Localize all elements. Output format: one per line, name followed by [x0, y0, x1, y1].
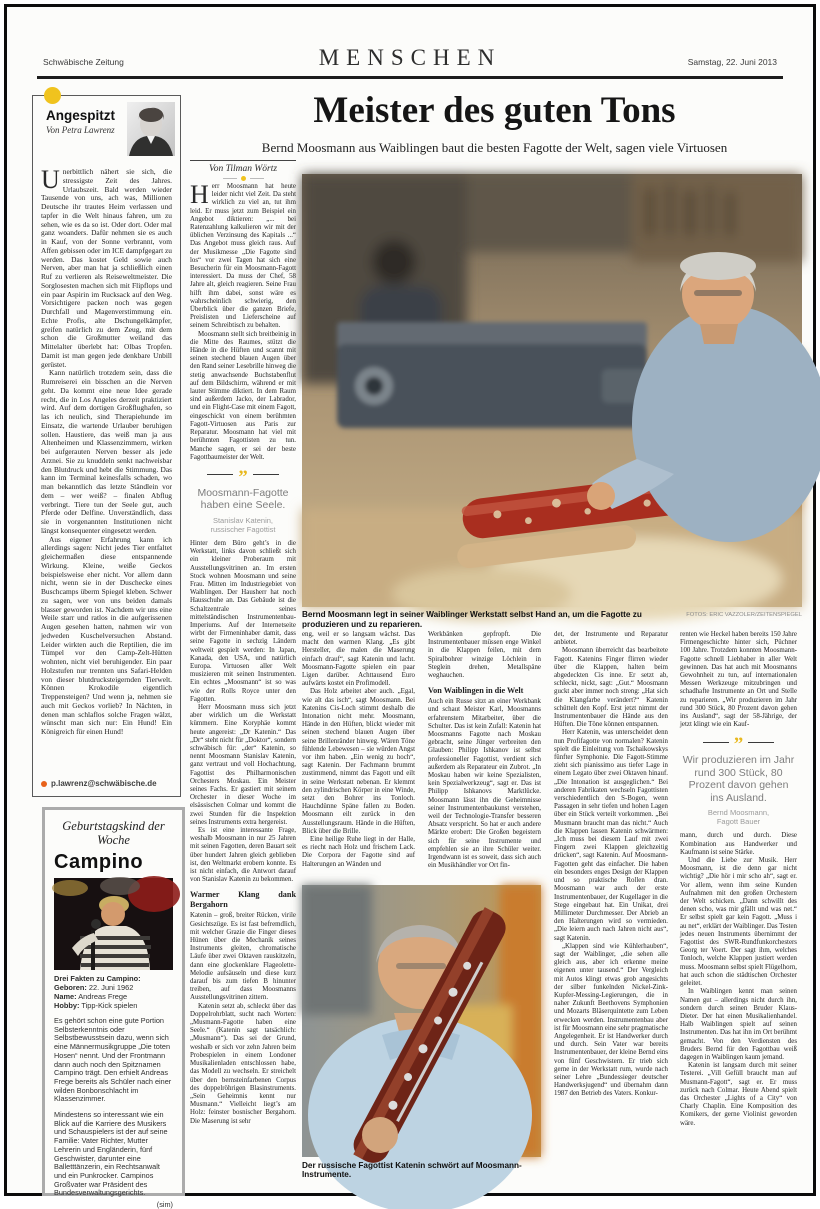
main-photo-caption: FOTOS: ERIC VAZZOLER/ZEITENSPIEGEL Bernd Moosmann legt in seiner Waiblinger Werkstatt selbst Hand an, um die Fagotte zu produzieren und zu reparieren. — [302, 610, 802, 629]
paper-name: Schwäbische Zeitung — [43, 57, 124, 67]
author-sig: (sim) — [156, 1200, 173, 1209]
article-paragraph: Und die Liebe zur Musik. Herr Moosmann, ist die denn gar nicht wichtig? „Die hör i mir scho ah“, sagt er. Vor allem, wenn ihm seine Kunden Aufnahmen mit den großen Orchestern der Welt schicken. „Dann schwillt des denen scho, was mir gfällt und was net.“ Er selbst spielt gar kein Fagott. „Muss i au net“, erklärt der Waiblinger. Das Testen jedes neuen Instruments übernimmt der Fagottist des SWR-Rundfunkorchesters Georg ter Voert. Der sagt ihm, welches Tonloch, welche Klappen justiert werden muss. Moosmann selbst spielt Flügelhorn, hat auch schon die städtischen Orchester geleitet. — [680, 857, 797, 988]
article-paragraph: Moosmann überreicht das bearbeitete Fagott. Katenins Finger flirren wieder über die Klappen, halten beim abgedeckten Cis inne. Er setzt ab, schleckt, nickt, sagt: „Gut.“ Moosmann guckt aber immer noch streng: „Hat sich die Klangfarbe verändert?“ Katenin schüttelt den Kopf. Erst jetzt nimmt der Instrumentenbauer die Hände aus den Hüften. Die Töne können entspannen. — [554, 647, 668, 729]
page-frame — [4, 4, 816, 1209]
article-paragraph: Katenin setzt ab, schleckt über das Doppelrohrblatt, sucht nach Worten: „Musmann-Fagotte haben eine Seele.“ (Katenin sagt tatsächlich: „Musmann“). Das sei der Grund, weshalb er sich vor zehn Jahren beim Probespielen in einem Londoner Musikalienladen entschlossen habe, das Modell zu wechseln. Er streichelt über den bernsteinfarbenen Corpus des doppelröhrigen Blasinstruments. „Sein Geheimnis kennt nur Musmann.“ Vielleicht liegt’s am Holz: feinster bosnischer Bergahorn. Die Maserung ist sehr — [190, 1002, 296, 1125]
article-paragraph: Das Holz arbeitet aber auch. „Egal, wie alt das isch“, sagt Moosmann. Bei Katenins Cis-Loch stimmt deshalb die Intonation nicht mehr. Moosmann, Hände in den Hüften, blickt wieder mit seinen stechend blauen Augen über seine Brillenränder hinweg. Wären Töne fühlende Lebewesen – sie würden Angst vor ihm haben. „Ein wenig zu hoch“, sagt Katenin. Der Fachmann brummt zustimmend, nimmt das Fagott und eilt in seine Werkstatt nebenan. Er klemmt den zylindrischen Körper in eine Winde, setzt den Bohrer ins Tonloch. Hauchdünne Späne fallen zu Boden. Moosmann eilt zurück in den Ausstellungsraum. Hände in die Hüften, Blick über die Brille. — [302, 688, 415, 835]
pullquote-attribution-name: Bernd Moosmann, — [707, 808, 770, 818]
article-paragraph: mann, durch und durch. Diese Kombination aus Handwerker und Kaufmann ist seine Stärke. — [680, 832, 797, 856]
pullquote-produktion — [681, 736, 796, 826]
article-paragraph: „Klappen sind wie Kühlerhauben“, sagt der Waiblinger, „die sehen alle gleich aus, aber ich erkenne meine eigenen unter tausend.“ Der Vergleich mit Autos klingt etwas grob angesichts der silber funkelnden Nickel-Zink-Kupfer-Messing-Legierungen, die in naher Zukunft Beethovens Symphonien und Mozarts Bläserquintette zum Leben erwecken werden. Instrumentenbau aber ist für Moosmann eine sehr pragmatische Angelegenheit. Er ist Handwerker durch und durch. Sein Vater war bereits Instrumentenbauer, der kleine Bernd eins von fünf Geschwistern. Er trieb sich gerne in der Werkstatt rum, wurde nach seiner Lehre „Bundessieger deutscher Handwerksjugend“ und übernahm dann 1987 den Betrieb des Vaters. Konkur- — [554, 942, 668, 1098]
angespitzt-title: Angespitzt — [46, 108, 115, 123]
article-paragraph: Herr Katenin, was unterscheidet denn nun Profifagotte von normalen? Katenin spielt die Einleitung von Tschaikowskys fünfter Symphonie. Die Fagott-Stimme zieht sich pianissimo aus tiefer Lage in einem Legato über zwei Oktaven hinauf. „Die Intonation ist ausgeglichen.“ Bei anderen Fabrikaten wechseln Fagottisten verschiedentlich den S-Bogen, wenn Passagen in sehr tiefen und hohen Lagen über ein Stück verteilt vorkommen. „Bei Musmann braucht man das nicht.“ Auch die Klappen lassen Katenin schwärmen: „Ich muss bei diesem Lauf mit zwei Fingern zwei Klappen gleichzeitig drücken“, sagt Katenin. Auf Moosmann-Fagotten geht das einfacher. Die haben ein besonders enges Design der Klappen und so praktische Rollen dran. Moosmann war auch der erste Instrumentenbauer, der Kugellager in die Stege eingebaut hat. Ein Unikat, drei Millimeter Durchmesser. Der Abrieb an den Halterungen wird so vermieden. „Die leiern auch nach Jahren nicht aus“, sagt Katenin. — [554, 729, 668, 942]
pullquote-attribution-role: russischer Fagottist — [210, 524, 276, 534]
issue-date: Samstag, 22. Juni 2013 — [687, 57, 777, 67]
byline-dash — [223, 178, 237, 179]
fact-row: Name: Andreas Frege — [54, 992, 128, 1001]
angespitzt-paragraph: Kann natürlich trotzdem sein, dass die Rumreiserei ein bisschen an die Nerven geht. Da kommt eine neue Idee gerade recht, die in Los Angeles derzeit praktiziert wird. Auf dem dortigen Großflughafen, so las ich neulich, sind Therapiehunde im Einsatz, die wartende Urlauber beruhigen sollen. Haustiere, das weiß man ja aus Altenheimen und Klassenzimmern, wirken bei aufgerauten Nerven besser als jede Arznei. Sie zu knuddeln senkt nachweisbar den Blutdruck und hebt die Stimmung. Das kann im Terminal keinesfalls schaden, wo man bekanntlich das letzte Ständlein vor dem – wer weiß? – finalen Abflug verbringt. Tiere tun der Seele gut, auch Pferde oder Delfine. Unverständlich, dass sie in vorgenannten Institutionen nicht längst konsequenter eingesetzt werden. — [41, 368, 172, 535]
birthday-facts — [54, 974, 173, 1010]
pullquote-dash — [703, 742, 729, 743]
campino-photo — [54, 878, 173, 970]
article-paragraph: Auch ein Russe sitzt an einer Werkbank und schaut Meister Karl, Moosmanns erfahrenstem Mitarbeiter, über die Schulter. Das ist kein Zufall: Katenin hat Moosmanns Fagotte nach Moskau gebracht, seine Jünger verbreiten den Glauben: Philipp Ishkanov ist selbst professioneller Fagottist, verdient sich außerdem als Reparateur ein Zubrot. „In Moskau haben wir keine Spezialisten, kein Spezialwerkzeug“, sagt er. Das ist Philipp Ishkanovs Marktlücke. Moosmann lässt ihn die Geheimnisse seiner Instrumentenbaukunst verstehen, weil der Technologie-Transfer besseren Absatz verspricht. So hat er auch andere Märkte erobert: Die Großen begeistern sich für seine Instrumente und empfehlen sie an ihre Schüler weiter. Irgendwann ist es soweit, dass sich auch ein Musikhändler vor Ort fin- — [428, 698, 541, 870]
angespitzt-column — [32, 95, 181, 797]
yellow-dot-icon — [241, 176, 246, 181]
pullquote-ornament — [681, 734, 796, 756]
article-subhead: Bernd Moosmann aus Waiblingen baut die besten Fagotte der Welt, sagen viele Virtuosen — [261, 140, 728, 155]
article-paragraph: Katenin – groß, breiter Rücken, virile Gesichtszüge. Es ist fast befremdlich, mit welcher Grazie die Finger dieses Hünen über die Mechanik seines Instruments gleiten, chromatische Läufe über zwei Oktaven rauskitzeln, dann eine glockenklare Flageolette-Melodie aufsäuseln und diese kurz darauf bis zum tiefen B hinunter treiben, auf dass Moosmanns Ausstellungsvitrinen zittern. — [190, 912, 296, 1002]
pullquote-ornament — [191, 466, 295, 488]
angespitzt-paragraph: Aus eigener Erfahrung kann ich allerdings sagen: Nicht jedes Tier entfaltet gleichermaßen diese entspannende Wirkung. Kleine, weiße Geckos beispielsweise eher nicht. Vor allem dann nicht, wenn sie in der Duschecke eines Buschcamps überm Spiegel kleben. Schwer zu sagen, wer von uns beiden damals blasser geworden ist. Nachdem wir uns eine Weile starr und ratlos in die aufgerissenen Augen gesehen hatten, nahmen wir von jedweden Kuschelversuchen Abstand. Leider wirkten auch die Reptilien, die im Tümpel vor den Camp-Zelt-Hütten wohnten, nicht viel beruhigender. Ein paar Holzstufen nur trennten uns Safari-Helden von dieser blutdrucksteigernden Tierwelt. Können Krokodile eigentlich Treppensteigen? Und wenn ja, nehmen sie auch mit Geckos vorlieb? In Nächten, in denen man schlaflos solche Fragen wälzt, wünscht man sich nur: Ein Hund! Ein Königreich für einen Hund! — [41, 534, 172, 736]
photo-credit: FOTOS: ERIC VAZZOLER/ZEITENSPIEGEL — [686, 612, 802, 618]
pullquote-attribution-name: Stanislav Katenin, — [212, 515, 274, 525]
quote-marks-icon: ” — [733, 734, 744, 756]
header-rule — [37, 76, 783, 79]
portrait-caption: Der russische Fagottist Katenin schwört auf Moosmann-Instrumente. — [302, 1161, 522, 1179]
pullquote-dash — [207, 474, 233, 475]
article-paragraph: Katenin ist langsam durch mit seiner Testerei. „Vill Gefüll braucht man auf Musmann-Fagott“, sagt er. Er muss zurück nach Colmar. Heute Abend spielt das Orchester „Lights of a City“ von Charly Chaplin. Eine Komposition des Komikers, der gerne Violinist geworden wäre. — [680, 1062, 797, 1127]
pullquote-dash — [748, 742, 774, 743]
section-title: MENSCHEN — [318, 45, 502, 70]
author-email-link[interactable]: p.lawrenz@schwäbische.de — [51, 779, 157, 788]
email-bullet-icon — [41, 781, 47, 787]
article-paragraph: Es ist eine interessante Frage, weshalb Moosmann in nur 25 Jahren mit seinen Fagotten, deren Bauart seit über hundert Jahren gleich geblieben ist, den Weltmarkt erobern konnte. Es ist nicht einfach, die Antwort darauf von Stanislav Katenin zu bekommen. — [190, 827, 296, 884]
birthday-body — [54, 1017, 173, 1198]
article-column-3 — [428, 631, 541, 881]
dropcap-h: H — [190, 180, 209, 209]
birthday-box — [42, 807, 185, 1209]
fact-row: Hobby: Tipp-Kick spielen — [54, 1001, 138, 1010]
dropcap-u: U — [41, 165, 60, 194]
pullquote-text: Wir produzieren im Jahr rund 300 Stück, 80 Prozent davon gehen ins Ausland. — [682, 754, 795, 804]
angespitzt-paragraph: Unerbittlich nähert sie sich, die stressigste Zeit des Jahres. Urlaubszeit. Bald werden wieder Tausende von uns, ach was, Millionen Deutsche ihr trautes Heim verlassen und tapfer in die Welt hinaus fahren, um zu sehen, wie es da so ist. Oder dort. Oder mal ganz woanders. Dafür nehmen sie es auch in Kauf, von der Sonne verbrannt, vom Affen gebissen oder im ICE dampfgegart zu werden. Das kostet Geld sowie auch Nerven, aber man hat ja schließlich einen Ruf zu verlieren als Reiseweltmeister. Die Sorglosesten machen sich mit Flipflops und ein paar Aspirin im Rucksack auf den Weg. Vorsichtigere packen noch was gegen Durchfall und Magenverstimmung ein. Echte Profis, alte Dschungelkämpfer, greifen natürlich zu dem Zeug, mit dem schon die Großmutter weiland das Mittelalter überlebt hat: Olbas Tropfen. Damit ist man gegen jede denkbare Unbill gerüstet. — [41, 165, 172, 369]
author-email-row — [41, 779, 157, 788]
birthday-name: Campino — [54, 851, 144, 873]
pullquote-text: Moosmann-Fagotte haben eine Seele. — [197, 486, 289, 512]
article-column-5 — [680, 631, 797, 1172]
pullquote-attribution-role: Fagott Bauer — [716, 817, 761, 827]
article-byline: Von Tilman Wörtz — [208, 164, 278, 174]
birthday-paragraph: Es gehört schon eine gute Portion Selbsterkenntnis oder Selbstbewusstsein dazu, wenn sich eine Männermusikgruppe „Die toten Hosen“ nennt. Und der Frontmann dann auch noch den Spitznamen Campino trägt. Den erhielt Andreas Frege bereits als Schüler nach einer wilden Bonbonschlacht im Klassenzimmer. — [54, 1016, 172, 1104]
article-paragraph: renten wie Heckel haben bereits 150 Jahre Firmengeschichte hinter sich, Püchner 100 Jahre. Trotzdem konnten Moosmann-Fagotte schnell Liebhaber in aller Welt gewinnen. Das hat auch mit Moosmanns Gewohnheit zu tun, auf internationalen Messen Werkzeuge mitzubringen und schadhafte Instrumente an Ort und Stelle zu reparieren. „Wir produzieren im Jahr rund 300 Stück, 80 Prozent davon gehen ins Ausland“, sagt der 58-Jährige, der jetzt klingt wie ein Kauf- — [680, 631, 797, 729]
article-paragraph: Hinter dem Büro geht’s in die Werkstatt, links davon schließt sich ein kleiner Proberaum mit Ausstellungsvitrinen an. Im ersten Stock wohnen Moosmann und seine Frau. Mitten im Industriegebiet von Waiblingen. Der Hausherr hat noch Hausschuhe an. Das Gebäude ist die Schaltzentrale seines mittelständischen Instrumentenbau-Imperiums. Auf der Internetseite wirbt der Firmeninhaber damit, dass seine Fagotte in sechzig Ländern weltweit gespielt werden: In Japan, Kanada, den USA, und natürlich Europa. Virtuosen aller Welt musizieren mit seinen Instrumenten. Ein echtes „Moosmann“ ist so was wie der Rolls Royce unter den Fagotten. — [190, 539, 296, 703]
subheading-bergahorn: Warmer Klang dank Bergahorn — [190, 890, 296, 910]
subheading-welt: Von Waiblingen in die Welt — [428, 686, 524, 696]
article-paragraph: Herr Moosmann muss sich jetzt aber wirklich um die Werkstatt kümmern. Eine Koryphäe kommt heute angereist: „Dr Katenin.“ Das „Dr“ steht nicht für „Doktor“, sondern schwäbisch für: „der“ Katenin, so nennt Moosmann Stanislav Katenin, ganz vertraut und voll Hochachtung, Fagottist des Philharmonischen Orchesters Moskau. Ein Meister seines Fachs. Er gastiert mit seinem Orchester in dieser Woche im elsässischen Colmar und kommt die zwei Stunden für die Inspektion seines Instruments extra hergereist. — [190, 703, 297, 826]
article-column-4 — [554, 631, 668, 1172]
article-column-1 — [190, 180, 297, 1171]
birthday-kicker: Geburtstagskind der Woche — [62, 819, 165, 847]
facts-title: Drei Fakten zu Campino: — [54, 974, 141, 983]
byline-rule — [190, 160, 296, 161]
bassoonist-portrait-photo — [302, 885, 541, 1157]
article-paragraph: Moosmann stellt sich breitbeinig in die Mitte des Raumes, stützt die Hände in die Hüften und scannt mit seinen stechend blauen Augen über den Rand seiner Lesebrille hinweg die stetig anwachsende Buchstabenflut auf dem Bildschirm, während er mit lauter Stimme diktiert. In dem Raum sind außerdem Jacko, der Labrador, und ein Flight-Case mit einem Fagott, eingeschickt von einem berühmten Fagott-Virtuosen aus Paris zur Reparatur. Moosmann hat viel mit berühmten Fagottisten zu tun. Manche sagen, er sei der beste Fagottbaumeister der Welt. — [190, 330, 296, 461]
article-paragraph: Werkbänken gepfropft. Die Instrumentenbauer müssen enge Winkel in die Klappen feilen, mit dem Spiralbohrer winzige Löchlein in Steglein drehen, Metallspäne weghauchen. — [428, 631, 541, 680]
byline-dash — [250, 178, 264, 179]
birthday-paragraph: Mindestens so interessant wie ein Blick auf die Karriere des Musikers und Schauspielers ist der auf seine Familie: Vater Richter, Mutter Lehrerin und Engländerin, fünf Geschwister, darunter eine Balletttänzerin, ein Rechtsanwalt und ein Punkrocker. Campinos Großvater war Präsident des Bundesverwaltungsgerichts. — [54, 1110, 168, 1198]
fact-row: Geboren: 22. Juni 1962 — [54, 983, 134, 992]
article-paragraph: Herr Moosmann hat heute leider nicht viel Zeit. Da steht wirklich zu viel an, tut ihm leid. Er muss jetzt zum Beispiel ein Angebot diktieren: „... bei Ratenzahlung kalkulieren wir mit der üblichen Verzinsung des Kapitals ...“ Das Angebot muss gleich raus. Auf der Musikmesse „Die Fagotte sind los“ vor zwei Tagen hat sich eine Besucherin für ein Moosmann-Fagott interessiert. Da muss der Chef, 58 Jahre alt, gleich reagieren. Seine Frau hilft ihm dabei, sonst wäre es wahrscheinlich schwierig, den Überblick über die ganzen Briefe, Preislisten und Lieferscheine auf seinem Schreibtisch zu behalten. — [190, 180, 296, 330]
angespitzt-header — [33, 96, 180, 164]
workshop-photo — [302, 174, 802, 607]
author-portrait-photo — [127, 102, 175, 156]
article-column-2 — [302, 631, 415, 881]
pullquote-dash — [253, 474, 279, 475]
article-byline-block — [190, 160, 296, 181]
angespitzt-byline: Von Petra Lawrenz — [46, 125, 115, 135]
quote-marks-icon: ” — [238, 466, 248, 488]
article-paragraph: Eine heilige Ruhe liegt in der Halle, es riecht nach Holz und frischem Lack. Die Corpora der Fagotte sind auf Halterungen an Wänden und — [302, 836, 415, 868]
article-paragraph: In Waiblingen kennt man seinen Namen gut – allerdings nicht durch ihn, sondern durch seinen Bruder Klaus-Dieter. Der hat einen Musikalienhandel. Halb Waiblingen spielt auf seinen Instrumenten. Das hat ihn im Ort berühmt gemacht. Von den Verdiensten des Bruders Bernd für den Fagottbau weiß dagegen in Waiblingen kaum jemand. — [680, 988, 797, 1061]
article-paragraph: det, der Instrumente und Reparatur anbietet. — [554, 631, 668, 647]
article-headline: Meister des guten Tons — [313, 90, 676, 131]
angespitzt-body — [33, 164, 180, 753]
article-paragraph: eng, weil er so langsam wächst. Das macht den warmen Klang. „Es gibt Hersteller, die malen die Maserung einfach drauf“, sagt Katenin und lacht. Moosmann-Fagotte spielen ein paar Ligen darüber. Achttausend Euro aufwärts kostet ein Profimodell. — [302, 631, 415, 688]
pullquote-seele — [191, 466, 295, 534]
